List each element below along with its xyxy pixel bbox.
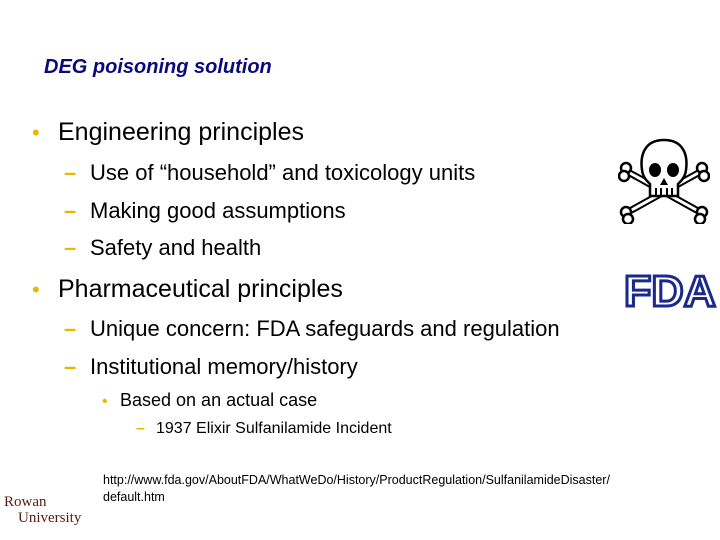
sub-dash: – xyxy=(64,316,77,341)
sub-dash: – xyxy=(136,420,145,437)
level3-text: Based on an actual case xyxy=(120,390,318,410)
bullet-text: Pharmaceutical principles xyxy=(58,275,343,303)
sub-dash: – xyxy=(64,160,77,185)
url-line-2: default.htm xyxy=(103,490,165,504)
fda-logo xyxy=(622,270,718,312)
bullet-pharmaceutical xyxy=(32,275,343,304)
bullet-text: Engineering principles xyxy=(58,118,304,146)
url-line-1: http://www.fda.gov/AboutFDA/WhatWeDo/History/ProductRegulation/SulfanilamideDisaster/ xyxy=(103,473,610,487)
level3-bullet-case xyxy=(102,390,317,411)
sub-bullet-fda xyxy=(64,316,560,342)
sub-bullet-assumptions xyxy=(64,198,346,224)
logo-line-2: University xyxy=(18,510,82,526)
sub-dash: – xyxy=(64,354,77,379)
rowan-university-logo xyxy=(4,494,82,526)
fda-logo-text: FDA xyxy=(624,270,716,312)
logo-line-1: Rowan xyxy=(4,494,47,510)
bullet-dot: • xyxy=(32,120,40,145)
bullet-dot: • xyxy=(102,393,108,410)
level4-text: 1937 Elixir Sulfanilamide Incident xyxy=(156,420,392,437)
sub-dash: – xyxy=(64,198,77,223)
sub-bullet-units xyxy=(64,160,475,186)
skull-crossbones-icon xyxy=(618,138,710,224)
sub-dash: – xyxy=(64,235,77,260)
sub-text: Unique concern: FDA safeguards and regulation xyxy=(90,316,560,341)
sub-text: Safety and health xyxy=(90,235,262,260)
sub-bullet-safety xyxy=(64,235,261,261)
bullet-engineering xyxy=(32,118,304,147)
sub-text: Use of “household” and toxicology units xyxy=(90,160,476,185)
reference-url[interactable] xyxy=(103,472,703,506)
level4-bullet-incident xyxy=(136,420,392,438)
sub-text: Institutional memory/history xyxy=(90,354,358,379)
slide-title: DEG poisoning solution xyxy=(44,56,272,78)
bullet-dot: • xyxy=(32,277,40,302)
sub-text: Making good assumptions xyxy=(90,198,346,223)
sub-bullet-memory xyxy=(64,354,358,380)
